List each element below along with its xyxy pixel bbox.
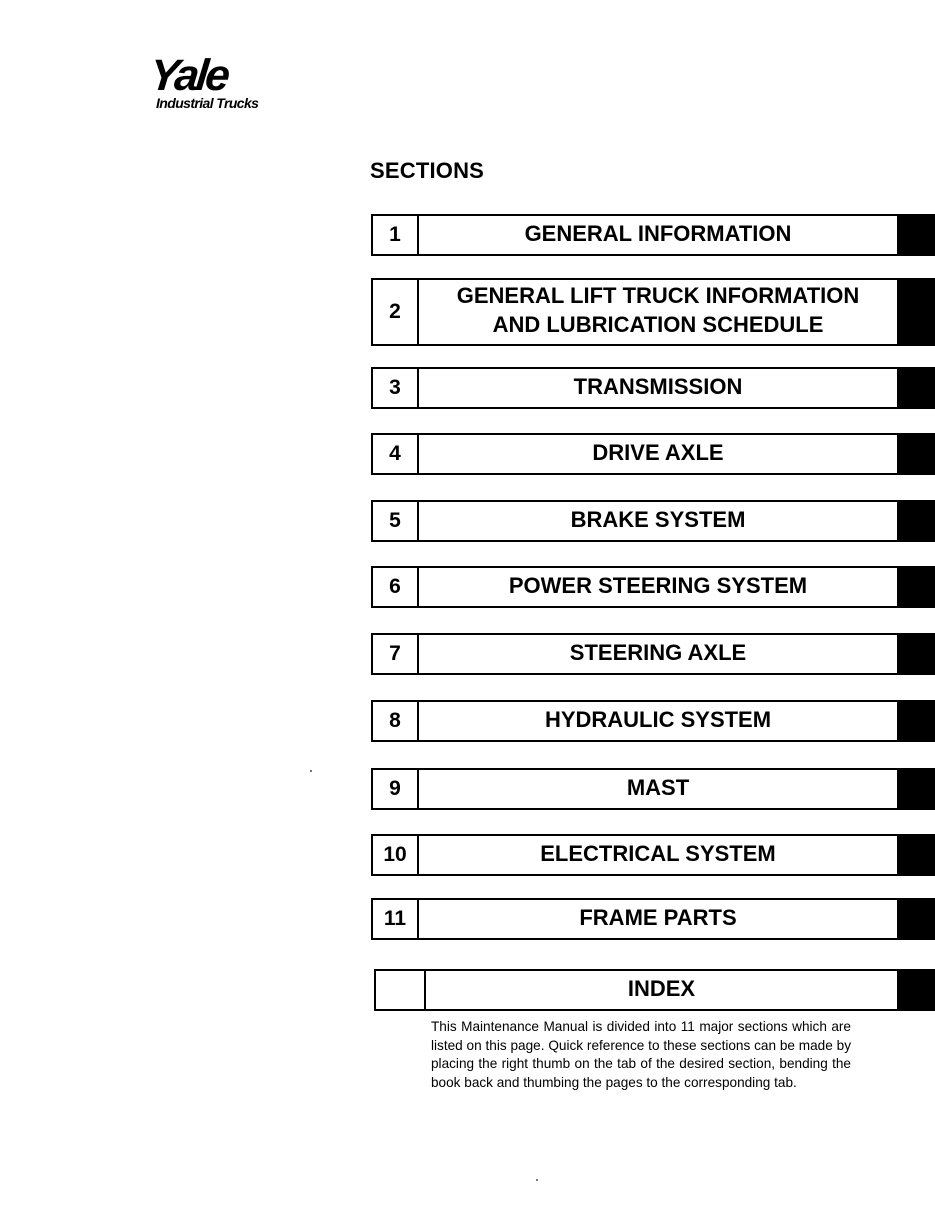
section-row-5[interactable] (371, 500, 935, 542)
thumb-tab[interactable] (898, 633, 935, 675)
section-title: ELECTRICAL SYSTEM (540, 840, 776, 866)
section-number: 5 (373, 502, 419, 540)
thumb-tab[interactable] (898, 566, 935, 608)
section-row-index[interactable] (374, 969, 935, 1011)
section-title: INDEX (627, 975, 696, 1001)
section-title-line-1: GENERAL LIFT TRUCK INFORMATION (456, 283, 860, 308)
section-row-3[interactable] (371, 367, 935, 409)
section-number: 7 (373, 635, 419, 673)
section-title: MAST (626, 774, 690, 800)
section-title: HYDRAULIC SYSTEM (544, 706, 772, 732)
section-row-11[interactable] (371, 898, 935, 940)
page-title: SECTIONS (370, 158, 485, 183)
section-number (376, 971, 426, 1009)
instruction-note: This Maintenance Manual is divided into 11 major sections which are listed on this page. Quick reference to these sections can be made by placing the right thumb on the tab of the desired section, bending the book back and thumbing the pages to the corresponding tab. (431, 1019, 851, 1090)
section-title (419, 280, 897, 344)
thumb-tab[interactable] (898, 500, 935, 542)
section-title: GENERAL INFORMATION (524, 220, 792, 246)
section-title: FRAME PARTS (579, 904, 737, 930)
thumb-tab[interactable] (898, 700, 935, 742)
section-number: 11 (373, 900, 419, 938)
section-number: 9 (373, 770, 419, 808)
section-number: 3 (373, 369, 419, 407)
section-title: DRIVE AXLE (592, 439, 724, 465)
section-row-8[interactable] (371, 700, 935, 742)
section-title: BRAKE SYSTEM (570, 506, 746, 532)
thumb-tab[interactable] (898, 278, 935, 346)
section-row-2[interactable] (371, 278, 935, 346)
thumb-tab[interactable] (898, 214, 935, 256)
section-row-10[interactable] (371, 834, 935, 876)
thumb-tab[interactable] (898, 834, 935, 876)
section-number: 6 (373, 568, 419, 606)
section-title: TRANSMISSION (573, 373, 743, 399)
section-row-9[interactable] (371, 768, 935, 810)
section-title: STEERING AXLE (569, 639, 747, 665)
section-row-7[interactable] (371, 633, 935, 675)
section-row-1[interactable] (371, 214, 935, 256)
logo-wordmark: Yale (147, 51, 230, 100)
logo-subtitle: Industrial Trucks (156, 95, 259, 111)
section-row-6[interactable] (371, 566, 935, 608)
section-title: POWER STEERING SYSTEM (508, 572, 808, 598)
section-title-line-2: AND LUBRICATION SCHEDULE (492, 312, 824, 337)
thumb-tab[interactable] (898, 768, 935, 810)
section-number: 10 (373, 836, 419, 874)
scan-speck (310, 770, 312, 772)
section-number: 4 (373, 435, 419, 473)
scan-speck (536, 1179, 538, 1181)
thumb-tab[interactable] (898, 367, 935, 409)
section-number: 1 (373, 216, 419, 254)
thumb-tab[interactable] (898, 433, 935, 475)
section-number: 2 (373, 280, 419, 344)
section-number: 8 (373, 702, 419, 740)
section-row-4[interactable] (371, 433, 935, 475)
thumb-tab[interactable] (898, 969, 935, 1011)
thumb-tab[interactable] (898, 898, 935, 940)
yale-logo (147, 51, 259, 111)
